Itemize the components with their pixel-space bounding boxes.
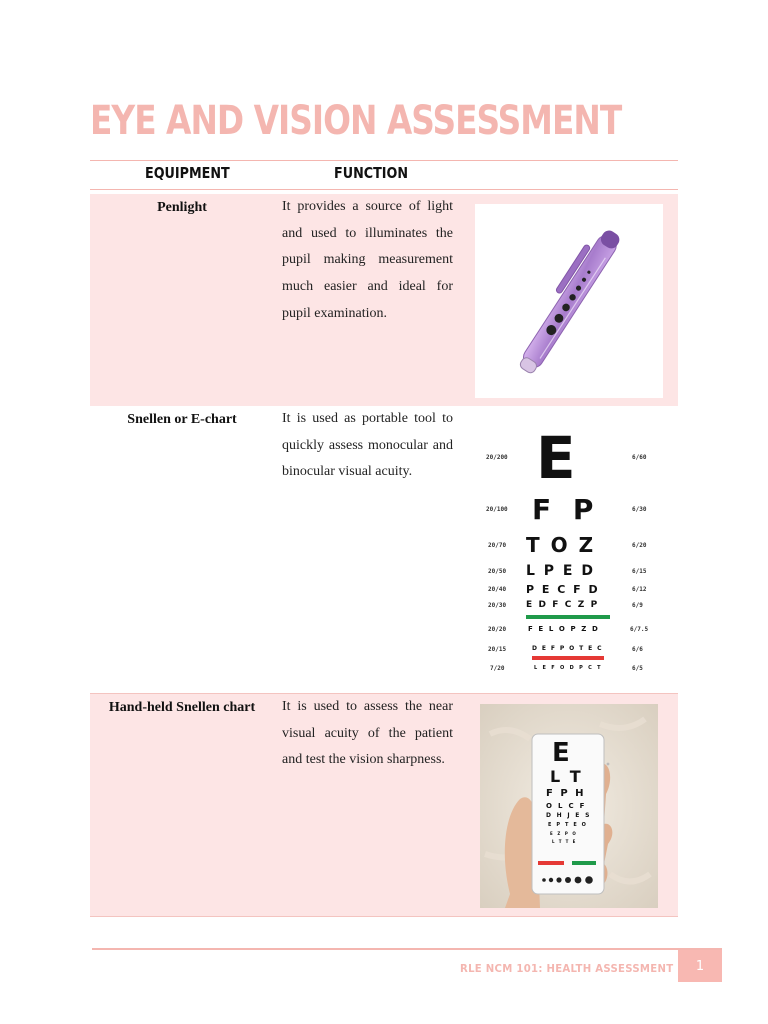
- equipment-name: Hand-held Snellen chart: [108, 700, 256, 715]
- acuity-label-left: 20/40: [488, 586, 507, 593]
- acuity-label-right: 6/15: [632, 568, 647, 575]
- acuity-label-left: 7/20: [490, 665, 505, 672]
- penlight-illustration: [475, 204, 663, 398]
- table-row-penlight: [90, 194, 678, 407]
- acuity-label-left: 20/100: [486, 506, 508, 513]
- page-title: EYE AND VISION ASSESSMENT: [90, 98, 622, 144]
- acuity-label-left: 20/70: [488, 542, 507, 549]
- acuity-label-left: 20/20: [488, 626, 507, 633]
- function-description: It provides a source of light and used to illuminates the pupil making measurement much easier and ideal for pupil examination.: [282, 199, 453, 321]
- green-line-bar: [526, 615, 610, 619]
- acuity-label-right: 6/6: [632, 646, 643, 653]
- footer-course-title: RLE NCM 101: HEALTH ASSESSMENT: [460, 962, 674, 975]
- handheld-line: E: [552, 738, 570, 768]
- table-row-snellen: [90, 406, 678, 694]
- equipment-name: Penlight: [157, 200, 207, 215]
- snellen-line: F P: [532, 493, 600, 526]
- snellen-line: L E F O D P C T: [534, 665, 603, 671]
- function-description: It is used to assess the near visual acuity of the patient and test the vision sharpness.: [282, 699, 453, 768]
- column-header-equipment: EQUIPMENT: [145, 164, 230, 182]
- footer-rule: [92, 948, 722, 950]
- snellen-chart-image: [478, 420, 660, 692]
- handheld-line: D H J E S: [546, 812, 592, 819]
- acuity-label-right: 6/5: [632, 665, 643, 672]
- snellen-line: D E F P O T E C: [532, 645, 603, 652]
- acuity-label-left: 20/30: [488, 602, 507, 609]
- acuity-label-right: 6/20: [632, 542, 647, 549]
- equipment-name: Snellen or E-chart: [127, 412, 237, 427]
- acuity-label-right: 6/7.5: [630, 626, 649, 633]
- handheld-line: O L C F: [546, 802, 587, 810]
- acuity-label-right: 6/12: [632, 586, 647, 593]
- handheld-line: E Z P O: [550, 831, 578, 836]
- table-row-handheld-snellen: [90, 694, 678, 917]
- handheld-line: L T: [550, 767, 583, 786]
- handheld-line: F P H: [546, 788, 586, 799]
- snellen-line: L P E D: [526, 563, 595, 579]
- column-header-function: FUNCTION: [334, 164, 409, 182]
- handheld-chart-photo: [480, 704, 658, 908]
- acuity-label-right: 6/9: [632, 602, 643, 609]
- pupil-gauge-dots: [480, 704, 658, 908]
- page-number: 1: [678, 950, 722, 982]
- acuity-label-left: 20/200: [486, 454, 508, 461]
- red-line-bar: [532, 656, 604, 660]
- handheld-line: L T T E: [552, 839, 577, 844]
- snellen-line: F E L O P Z D: [528, 625, 600, 633]
- snellen-line: E D F C Z P: [526, 600, 599, 610]
- snellen-line: P E C F D: [526, 583, 600, 596]
- acuity-label-right: 6/30: [632, 506, 647, 513]
- handheld-line: E P T E O: [548, 822, 588, 828]
- snellen-line: T O Z: [526, 533, 596, 557]
- snellen-line: E: [536, 424, 576, 492]
- header-bottom-rule: [90, 189, 678, 190]
- acuity-label-left: 20/15: [488, 646, 507, 653]
- acuity-label-left: 20/50: [488, 568, 507, 575]
- acuity-label-right: 6/60: [632, 454, 647, 461]
- penlight-image: [475, 204, 663, 398]
- function-description: It is used as portable tool to quickly assess monocular and binocular visual acuity.: [282, 411, 453, 480]
